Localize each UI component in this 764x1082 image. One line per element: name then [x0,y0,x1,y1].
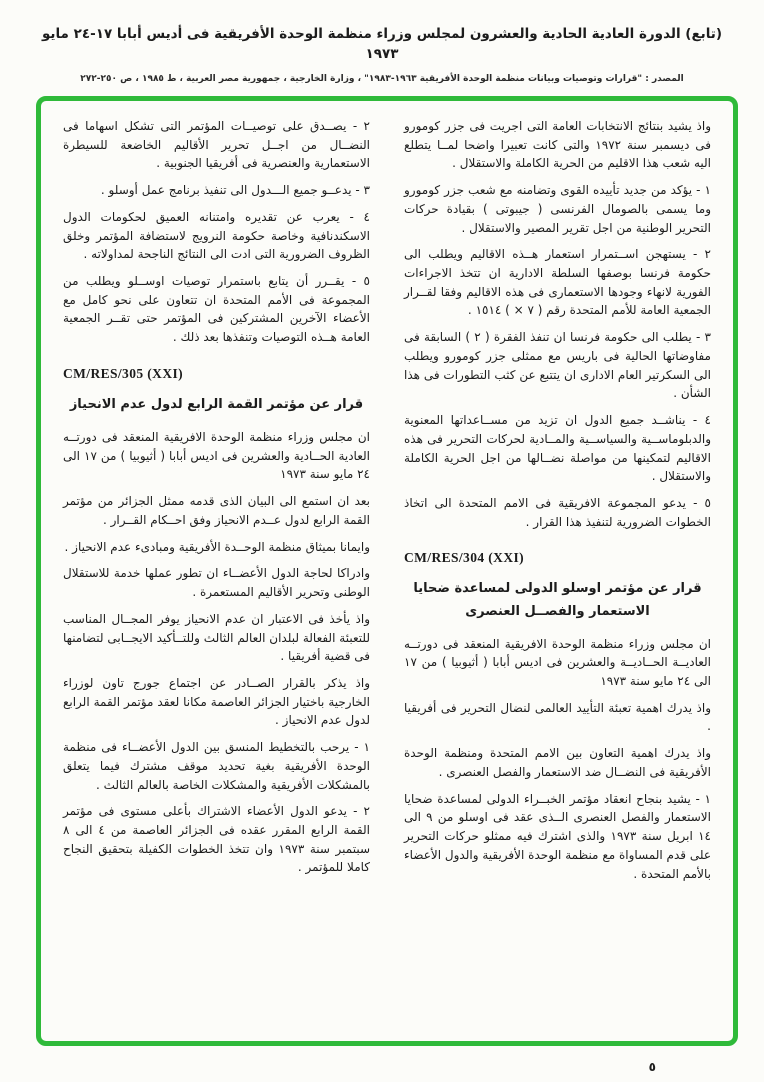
body-paragraph: ٢ - يستهجن اســتمرار استعمار هــذه الاقاليم ويطلب الى حكومة فرنسا بوصفها السلطة الادارية ان تتخذ الاجراءات الفورية لانهاء وجودها الاستعمارى فى هذه الاقاليم وفقا لقــرار الجمعية العامة للأمم المتحدة رقم ( ٧ × ) ١٥١٤ . [404,247,711,318]
two-column-layout [63,117,711,1031]
body-paragraph: ٥ - يقــرر أن يتابع باستمرار توصيات اوســلو ويطلب من المجموعة فى الأمم المتحدة ان تتعاون على نحو كامل مع الأعضاء الآخرين المشتركين فى المؤتمر حتى تقــر الجمعية العامة هــذه التوصيات وتنفذها بعد ذلك . [63,274,370,345]
body-paragraph: واذ يشيد بنتائج الانتخابات العامة التى اجريت فى جزر كومورو فى ديسمبر سنة ١٩٧٢ والتى كانت تعبيرا واضحا لمــا يتطلع اليه شعب هذا الاقليم من الحرية الكاملة والاستقلال . [404,119,712,171]
body-paragraph: ١ - يؤكد من جديد تأييده القوى وتضامنه مع شعب جزر كومورو وما يسمى بالصومال الفرنسى ( جيبوتى ) بقيادة حركات التحرير الوطنية من اجل تقرير المصير والاستقلال . [404,183,711,235]
body-paragraph: ١ - يشيد بنجاح انعقاد مؤتمر الخبــراء الدولى لمساعدة ضحايا الاستعمار والفصل العنصرى الــذى عقد فى اوسلو من ٩ الى ١٤ ابريل سنة ١٩٧٣ والذى اشترك فيه ممثلو حركات التحرير على قدم المساواة مع منظمة الوحدة الأفريقية والدول الأعضاء بالأمم المتحدة . [404,791,711,881]
right-column [404,117,711,1031]
page-number: ٥ [648,1060,656,1074]
resolution-code: CM/RES/304 (XXI) [404,550,525,566]
body-paragraph: وادراكا لحاجة الدول الأعضــاء ان تطور عملها خدمة للاستقلال الوطنى وتحرير الأقاليم المستعمرة . [63,566,370,600]
body-paragraph: واذ يدرك اهمية تعبئة التأييد العالمى لنضال التحرير فى أفريقيا . [404,700,711,734]
body-paragraph: واذ يدرك اهمية التعاون بين الامم المتحدة ومنظمة الوحدة الأفريقية فى النضــال ضد الاستعمار والفصل العنصرى . [404,746,711,779]
body-paragraph: ٤ - يعرب عن تقديره وامتنانه العميق لحكومات الدول الاسكندنافية وخاصة حكومة النرويج لاستضافة المؤتمر وخلق الظروف الضرورية التى ادت الى النتائج الناجحة لمداولاته . [63,209,370,262]
body-paragraph: ٤ - يناشــد جميع الدول ان تزيد من مســاعداتها المعنوية والدبلوماســية والسياســية والمــادية لحركات التحرير فى هذه الاقاليم لتمكينها من مواصلة نضــالها من اجل الحرية الكاملة والاستقلال . [404,413,711,484]
resolution-title: قرار عن مؤتمر القمة الرابع لدول عدم الانحياز [69,396,364,412]
body-paragraph: بعد ان استمع الى البيان الذى قدمه ممثل الجزائر من مؤتمر القمة الرابع لدول عــدم الانحياز وفق احــكام القــرار . [63,494,370,527]
body-paragraph: وايمانا بميثاق منظمة الوحــدة الأفريقية ومبادىء عدم الانحياز . [64,539,370,554]
resolution-code: CM/RES/305 (XXI) [63,365,184,381]
body-paragraph: ٥ - يدعو المجموعة الافريقية فى الامم المتحدة الى اتخاذ الخطوات الضرورية لتنفيذ هذا القرار . [404,495,711,529]
document-title: (تابع) الدورة العادية الحادية والعشرون لمجلس وزراء منظمة الوحدة الأفريقية فى أديس أبابا ١٧-٢٤ مايو ١٩٧٣ [41,26,723,63]
body-paragraph: ٢ - يصــدق على توصيــات المؤتمر التى تشكل اسهاما فى النضــال من اجــل تحرير الأقاليم الخاضعة للسيطرة الاستعمارية والعنصرية فى أفريقيا الجنوبية . [63,119,370,171]
body-paragraph: ١ - يرحب بالتخطيط المنسق بين الدول الأعضــاء فى منظمة الوحدة الأفريقية بغية تحديد موقف مشترك فيما يتعلق بالمشكلات الأفريقية والمشكلات الخاصة بالعالم الثالث . [63,740,370,792]
resolution-title: قرار عن مؤتمر اوسلو الدولى لمساعدة ضحايا الاستعمار والفصــل العنصرى [413,581,702,619]
body-paragraph: واذ يذكر بالقرار الصــادر عن اجتماع جورج تاون لوزراء الخارجية باختيار الجزائر العاصمة مكانا لعقد مؤتمر القمة الرابع لدول عدم الانحياز . [63,675,370,728]
body-paragraph: ٣ - يطلب الى حكومة فرنسا ان تنفذ الفقرة ( ٢ ) السابقة فى مفاوضاتها الحالية فى باريس مع ممثلى جزر كومورو ويطلب الى السكرتير العام الادارى ان يتتبع عن كثب التطورات فى هذا الشأن . [404,330,711,401]
source-citation: المصدر : "قرارات وتوصيات وبيانات منظمة الوحدة الأفريقية ١٩٦٣-١٩٨٣" ، وزارة الخارجية ، جمهورية مصر العربية ، ط ١٩٨٥ ، ص ٢٥٠-٢٧٢ [80,73,684,84]
content-frame [36,96,738,1046]
body-paragraph: واذ يأخذ فى الاعتبار ان عدم الانحياز يوفر المجــال المناسب للتعبئة الفعالة لبلدان العالم الثالث وللتــأكيد الايجــابى لتضامنها فى قضية أفريقيا . [63,611,370,664]
left-column [63,117,370,1031]
body-paragraph: ان مجلس وزراء منظمة الوحدة الافريقية المنعقد فى دورتــه العاديــة الحــاديــة والعشرين فى اديس أبابا ( أثيوبيا ) من ١٧ الى ٢٤ مايو سنة ١٩٧٣ [404,636,711,689]
body-paragraph: ٣ - يدعــو جميع الـــدول الى تنفيذ برنامج عمل أوسلو . [100,183,370,198]
body-paragraph: ان مجلس وزراء منظمة الوحدة الافريقية المنعقد فى دورتــه العادية الحــادية والعشرين فى اديس أبابا ( أثيوبيا ) من ١٧ الى ٢٤ مايو سنة ١٩٧٣ [63,430,370,482]
body-paragraph: ٢ - يدعو الدول الأعضاء الاشتراك بأعلى مستوى فى مؤتمر القمة الرابع المقرر عقده فى الجزائر العاصمة من ٤ الى ٨ سبتمبر سنة ١٩٧٣ وان تتخذ الخطوات الكفيلة بتحقيق النجاح كاملا للمؤتمر . [63,804,370,875]
page-header [0,24,764,84]
